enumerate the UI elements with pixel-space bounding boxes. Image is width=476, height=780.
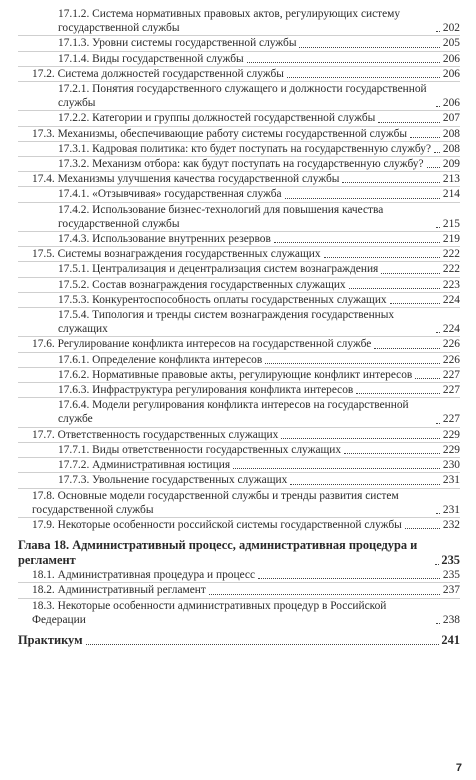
toc-entry-title: 17.6.4. Модели регулирования конфликта интересов на государственной службе (58, 399, 409, 426)
toc-entry (18, 353, 460, 368)
toc-entry (18, 203, 460, 232)
dot-leader (436, 332, 440, 333)
toc-entry (18, 247, 460, 262)
dot-leader (356, 393, 440, 394)
toc-entry (18, 443, 460, 458)
dot-leader (281, 438, 440, 439)
dot-leader (436, 623, 440, 624)
toc-entry-title: 17.5.2. Состав вознаграждения государственных служащих (58, 278, 346, 291)
toc-entry-page: 241 (441, 632, 460, 647)
toc-entry-page: 209 (442, 158, 460, 171)
toc-entry-title: 17.6. Регулирование конфликта интересов на государственной службе (32, 338, 372, 351)
toc-entry (18, 82, 460, 111)
dot-leader (436, 423, 440, 424)
toc-entry-title: 17.5. Системы вознаграждения государственных служащих (32, 248, 321, 261)
toc-entry-page: 232 (442, 518, 460, 531)
toc-entry-title: 17.3. Механизмы, обеспечивающие работу системы государственной службы (32, 127, 408, 140)
toc-entry (18, 599, 460, 627)
toc-entry-page: 226 (442, 338, 460, 351)
toc-entry (18, 383, 460, 398)
dot-leader (378, 122, 440, 123)
toc-entry-page: 208 (442, 142, 460, 155)
page-number: 7 (455, 762, 462, 774)
toc-entry-page: 222 (442, 248, 460, 261)
toc-entry (18, 52, 460, 67)
dot-leader (285, 198, 440, 199)
toc-entry-title: 17.1.2. Система нормативных правовых актов, регулирующих систему государственной службы (58, 8, 401, 35)
toc-entry (18, 142, 460, 157)
toc-entry-title: 17.3.2. Механизм отбора: как будут поступать на государственную службу? (58, 158, 424, 171)
toc-entry-title: 17.7.1. Виды ответственности государственных служащих (58, 443, 342, 456)
toc-entry (18, 67, 460, 82)
dot-leader (374, 348, 440, 349)
toc-entry-page: 227 (442, 413, 460, 426)
toc-entry-title: 18.3. Некоторые особенности административных процедур в Российской Федерации (32, 599, 387, 626)
dot-leader (405, 528, 440, 529)
dot-leader (258, 578, 440, 579)
dot-leader (274, 242, 440, 243)
dot-leader (287, 77, 440, 78)
dot-leader (435, 564, 439, 565)
dot-leader (247, 62, 440, 63)
toc-entry (18, 232, 460, 247)
toc-entry-title: Практикум (18, 632, 83, 647)
dot-leader (86, 644, 440, 645)
toc-entry-page: 208 (442, 127, 460, 140)
toc-entry-title: 17.8. Основные модели государственной службы и тренды развития систем государственной службы (32, 489, 399, 516)
dot-leader (299, 47, 440, 48)
dot-leader (436, 227, 440, 228)
toc-entry-page: 206 (442, 97, 460, 110)
toc-entry-page: 206 (442, 52, 460, 65)
toc-entry-page: 202 (442, 22, 460, 35)
toc-entry-title: 17.1.4. Виды государственной службы (58, 52, 244, 65)
toc-entry-page: 230 (442, 459, 460, 472)
dot-leader (265, 363, 440, 364)
toc-entry-page: 214 (442, 188, 460, 201)
toc-entry-title: 17.6.2. Нормативные правовые акты, регулирующие конфликт интересов (58, 368, 413, 381)
dot-leader (344, 453, 440, 454)
toc-entry-page: 235 (441, 553, 460, 568)
toc-entry-page: 235 (442, 569, 460, 582)
toc-entry (18, 36, 460, 51)
toc-entry-title: 17.7.2. Административная юстиция (58, 459, 231, 472)
toc-entry-page: 238 (442, 613, 460, 626)
toc-chapter-entry (18, 538, 460, 568)
toc-entry-page: 215 (442, 217, 460, 230)
toc-entry-page: 223 (442, 278, 460, 291)
toc-entry (18, 127, 460, 142)
toc-entry (18, 293, 460, 308)
toc-entry-page: 231 (442, 474, 460, 487)
toc-entry (18, 7, 460, 36)
toc-entry-page: 229 (442, 443, 460, 456)
toc-entry-title: 17.2. Система должностей государственной службы (32, 67, 284, 80)
toc-entry-title: 17.7.3. Увольнение государственных служащих (58, 474, 288, 487)
toc-entry-page: 206 (442, 67, 460, 80)
dot-leader (381, 273, 440, 274)
toc-entry-title: 17.4.2. Использование бизнес-технологий для повышения качества государственной службы (58, 203, 384, 230)
toc-entry (18, 157, 460, 172)
toc-entry-page: 219 (442, 233, 460, 246)
toc-entry-page: 222 (442, 263, 460, 276)
toc-entry-title: 17.6.1. Определение конфликта интересов (58, 353, 263, 366)
toc-entry-title: 17.9. Некоторые особенности российской системы государственной службы (32, 518, 402, 531)
toc-entry (18, 368, 460, 383)
dot-leader (436, 513, 440, 514)
toc-entry-page: 207 (442, 112, 460, 125)
dot-leader (290, 484, 440, 485)
toc-entry-title: 18.1. Административная процедура и процесс (32, 569, 256, 582)
toc-entry-title: 17.3.1. Кадровая политика: кто будет поступать на государственную службу? (58, 142, 432, 155)
dot-leader (324, 257, 440, 258)
dot-leader (342, 182, 440, 183)
toc-entry-page: 224 (442, 293, 460, 306)
dot-leader (436, 31, 440, 32)
dot-leader (410, 137, 440, 138)
toc-entry (18, 398, 460, 427)
toc-entry-title: Глава 18. Административный процесс, административная процедура и регламент (18, 538, 418, 568)
toc-entry-page: 227 (442, 384, 460, 397)
dot-leader (427, 167, 440, 168)
toc-entry-title: 17.5.4. Типология и тренды систем вознаграждения государственных служащих (58, 309, 395, 336)
toc-entry-title: 17.2.2. Категории и группы должностей государственной службы (58, 112, 376, 125)
toc-entry (18, 262, 460, 277)
toc-entry-title: 17.6.3. Инфраструктура регулирования конфликта интересов (58, 384, 354, 397)
toc-entry-title: 17.4.1. «Отзывчивая» государственная служба (58, 188, 282, 201)
toc-entry (18, 337, 460, 352)
toc-entry (18, 583, 460, 598)
toc-chapter-entry (18, 633, 460, 648)
toc-entry-title: 17.4. Механизмы улучшения качества государственной службы (32, 173, 340, 186)
toc-entry (18, 111, 460, 126)
toc-entry-title: 17.4.3. Использование внутренних резервов (58, 233, 271, 246)
toc-entry-page: 231 (442, 503, 460, 516)
toc-entry-page: 224 (442, 323, 460, 336)
toc-entry-page: 229 (442, 428, 460, 441)
toc-entry (18, 489, 460, 518)
toc-entry (18, 458, 460, 473)
toc-entry (18, 187, 460, 202)
toc-entry-title: 18.2. Административный регламент (32, 584, 206, 597)
toc-entry (18, 518, 460, 532)
dot-leader (349, 288, 440, 289)
toc-entry-page: 226 (442, 353, 460, 366)
toc-entry-page: 227 (442, 368, 460, 381)
dot-leader (434, 152, 440, 153)
dot-leader (209, 594, 440, 595)
toc-entry-title: 17.2.1. Понятия государственного служащего и должности государственной службы (58, 83, 427, 110)
toc-entry-title: 17.1.3. Уровни системы государственной службы (58, 37, 297, 50)
toc-entry (18, 308, 460, 337)
toc-entry (18, 568, 460, 583)
table-of-contents (18, 7, 460, 648)
toc-entry (18, 428, 460, 443)
toc-entry-title: 17.5.3. Конкурентоспособность оплаты государственных служащих (58, 293, 387, 306)
toc-entry-page: 205 (442, 37, 460, 50)
toc-entry (18, 278, 460, 293)
dot-leader (415, 378, 440, 379)
toc-entry (18, 473, 460, 488)
toc-entry-title: 17.5.1. Централизация и децентрализация систем вознаграждения (58, 263, 379, 276)
toc-entry-page: 237 (442, 584, 460, 597)
dot-leader (436, 106, 440, 107)
toc-entry-title: 17.7. Ответственность государственных служащих (32, 428, 279, 441)
dot-leader (233, 468, 440, 469)
dot-leader (390, 303, 440, 304)
toc-entry-page: 213 (442, 173, 460, 186)
toc-entry (18, 172, 460, 187)
